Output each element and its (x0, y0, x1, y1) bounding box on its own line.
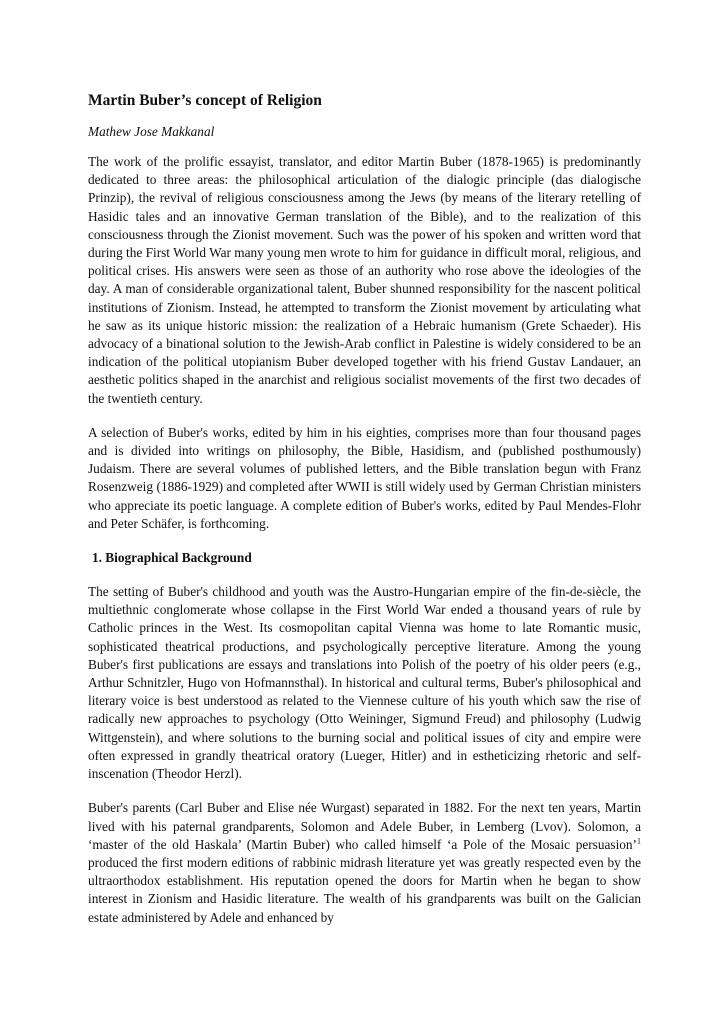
footnote-marker[interactable]: 1 (637, 836, 641, 846)
paragraph-works: A selection of Buber's works, edited by him in his eighties, comprises more than four thousand pages and is divided into writings on philosophy, the Bible, Hasidism, and (published posthumously) Judaism. There are several volumes of published letters, and the Bible translation begun with Franz Rosenzweig (1886-1929) and completed after WWII is still widely used by German Christian ministers who appreciate its poetic language. A complete edition of Buber's works, edited by Paul Mendes-Flohr and Peter Schäfer, is forthcoming. (88, 424, 641, 531)
paragraph-intro: The work of the prolific essayist, translator, and editor Martin Buber (1878-1965) is predominantly dedicated to three areas: the philosophical articulation of the dialogic principle (das dialogische Prinzip), the revival of religious consciousness among the Jews (by means of the literary retelling of Hasidic tales and an innovative German translation of the Bible), and to the realization of this consciousness through the Zionist movement. Such was the power of his spoken and written word that during the First World War many young men wrote to him for guidance in difficult moral, religious, and political crises. His answers were seen as those of an authority who rose above the ideologies of the day. A man of considerable organizational talent, Buber shunned responsibility for the nascent political institutions of Zionism. Instead, he attempted to transform the Zionist movement by articulating what he saw as its unique historic mission: the realization of a Hebraic humanism (Grete Schaeder). His advocacy of a binational solution to the Jewish-Arab conflict in Palestine is widely considered to be an indication of the political utopianism Buber developed together with his friend Gustav Landauer, an aesthetic politics shaped in the anarchist and religious socialist movements of the first two decades of the twentieth century. (88, 154, 641, 406)
paragraph-parents-text-a: Buber's parents (Carl Buber and Elise née Wurgast) separated in 1882. For the next ten years, Martin lived with his paternal grandparents, Solomon and Adele Buber, in Lemberg (Lvov). Solomon, a ‘master of the old Haskala’ (Martin Buber) who called himself ‘a Pole of the Mosaic persuasion’ (88, 800, 641, 852)
document-title: Martin Buber’s concept of Religion (88, 92, 322, 109)
paragraph-parents-text-b: produced the first modern editions of rabbinic midrash literature yet was greatly respected even by the ultraorthodox establishment. His reputation opened the doors for Martin when he began to show interest in Zionism and Hasidic literature. The wealth of his grandparents was built on the Galician estate administered by Adele and enhanced by (88, 854, 641, 925)
paragraph-parents (88, 799, 641, 926)
paragraph-background: The setting of Buber's childhood and youth was the Austro-Hungarian empire of the fin-de-siècle, the multiethnic conglomerate whose collapse in the First World War ended a thousand years of rule by Catholic princes in the West. Its cosmopolitan capital Vienna was home to late Romantic music, sophisticated theatrical productions, and psychologically perceptive literature. Among the young Buber's first publications are essays and translations into Polish of the poetry of his older peers (e.g., Arthur Schnitzler, Hugo von Hofmannsthal). In historical and cultural terms, Buber's philosophical and literary voice is best understood as related to the Viennese culture of his youth which saw the rise of radically new approaches to psychology (Otto Weininger, Sigmund Freud) and philosophy (Ludwig Wittgenstein), and where solutions to the burning social and political issues of city and empire were often expressed in grandly theatrical oratory (Lueger, Hitler) and in estheticizing rhetoric and self-inscenation (Theodor Herzl). (88, 584, 641, 782)
document-page (88, 91, 641, 943)
section-heading: 1. Biographical Background (92, 550, 252, 566)
document-author: Mathew Jose Makkanal (88, 124, 215, 139)
